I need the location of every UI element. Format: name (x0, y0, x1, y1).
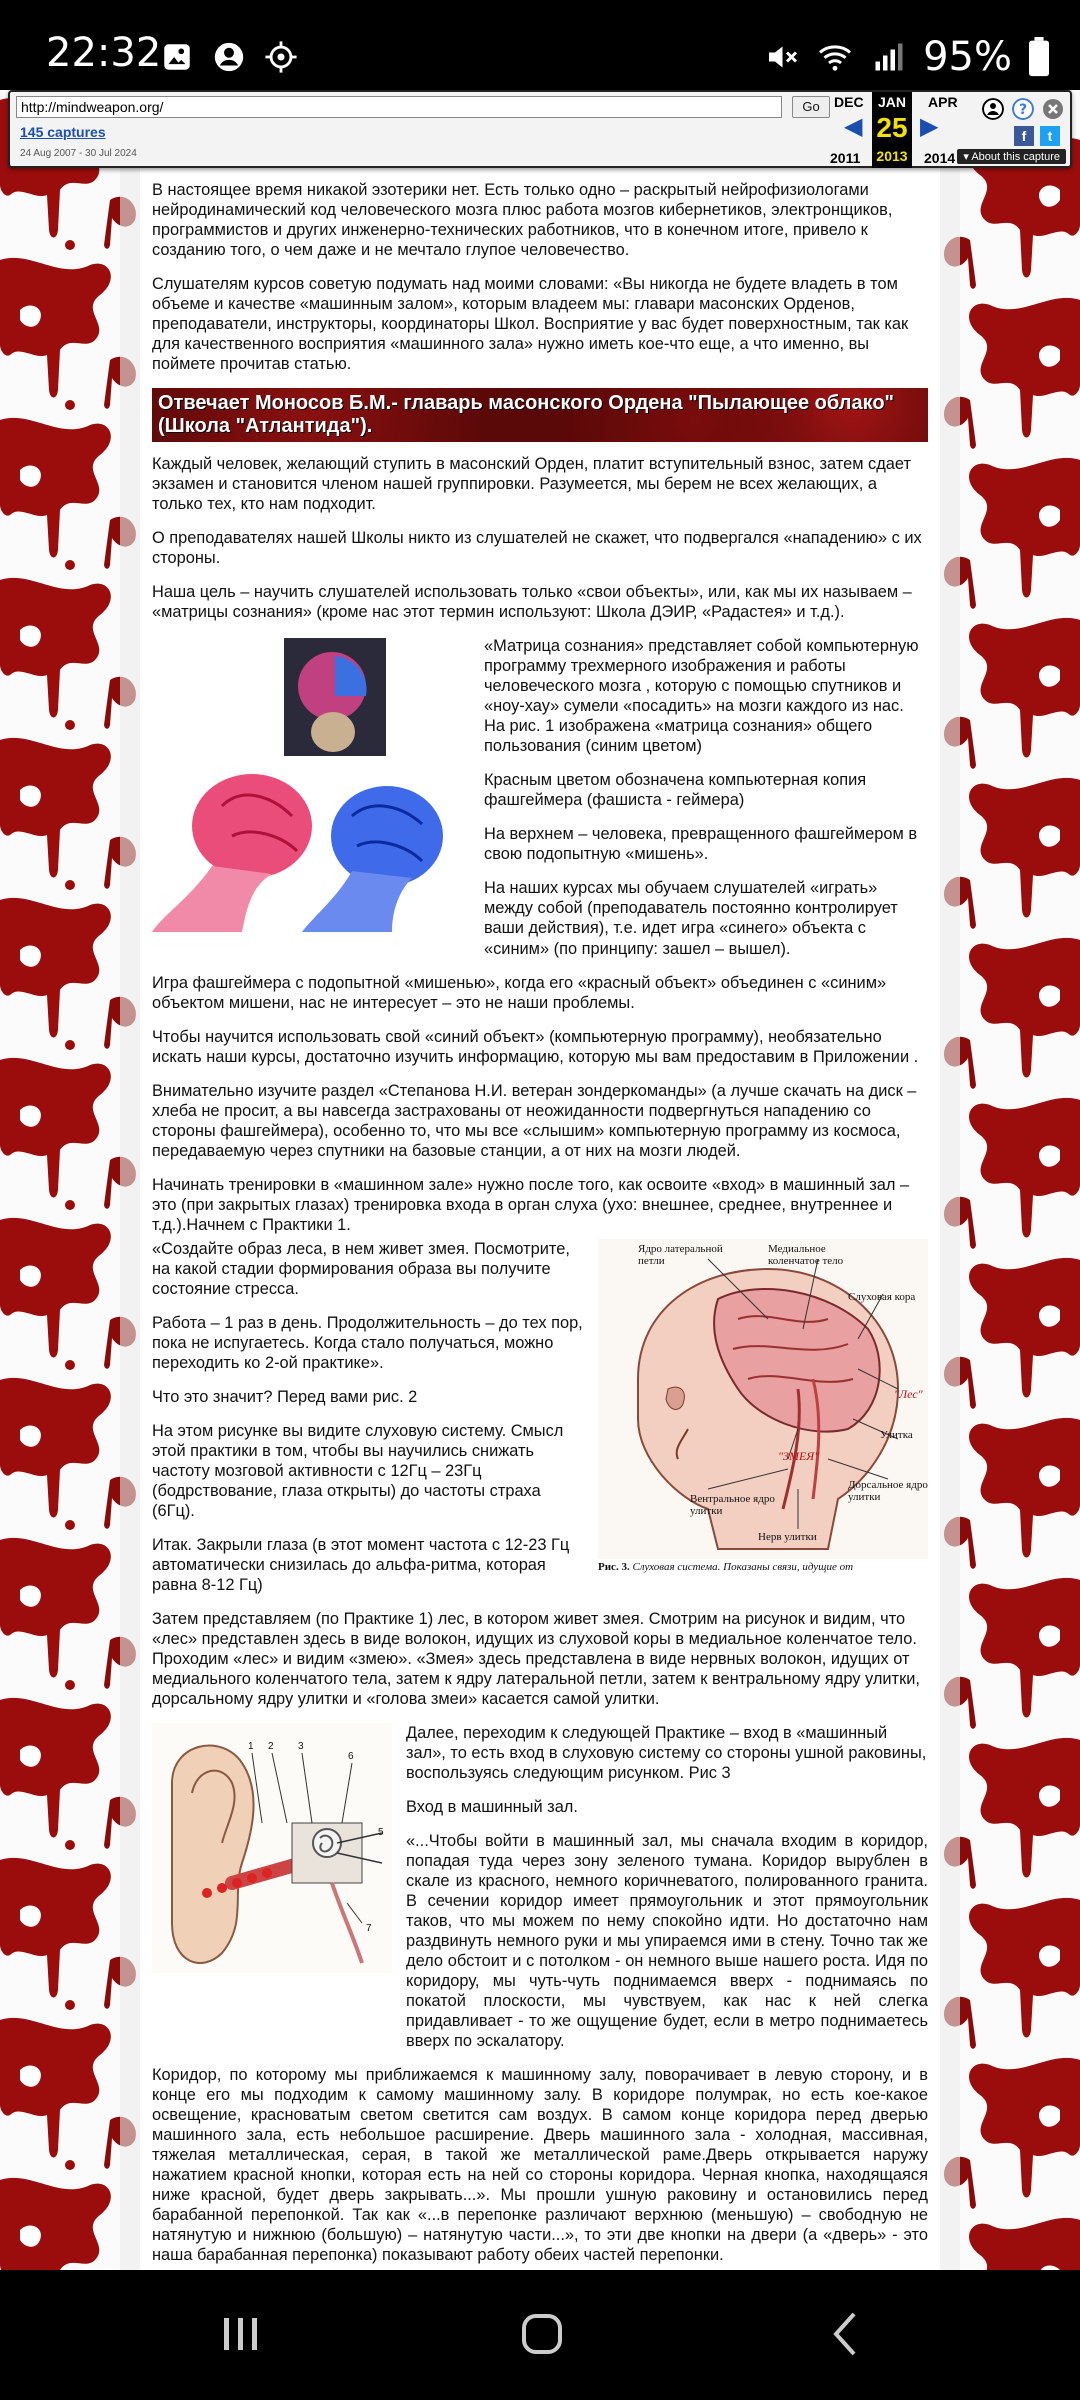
label-forest: "Лес" (894, 1386, 923, 1401)
back-icon[interactable] (816, 2304, 876, 2364)
prev-month-link[interactable]: DEC (834, 94, 864, 110)
system-nav-bar (0, 2270, 1080, 2400)
paragraph: «Матрица сознания» представляет собой компьютерную программу трехмерного изображения и работы человеческого мозга , которую с помощью спутников и «ноу-хау» сумели «посадить» на мозги каждого из нас. На рис. 1 изображена «матрица сознания» общего пользования (синим цветом) (484, 637, 919, 756)
ear-anatomy-figure (152, 1723, 392, 1983)
close-icon[interactable] (1042, 98, 1064, 120)
paragraph: Вход в машинный зал. (406, 1798, 578, 1817)
ear-label-3: 3 (298, 1741, 304, 1752)
matrix-section (152, 636, 928, 972)
capture-range: 24 Aug 2007 - 30 Jul 2024 (20, 148, 137, 159)
home-icon[interactable] (512, 2304, 572, 2364)
paragraph: Итак. Закрыли глаза (в этот момент частота с 12-23 Гц автоматически снизилась до альфа-ритма, которая равна 8-12 Гц) (152, 1535, 570, 1594)
label-auditory-cortex: Слуховая кора (848, 1290, 916, 1303)
paragraph: На верхнем – человека, превращенного фашгеймером в свою подопытную «мишень». (484, 825, 918, 864)
ear-anatomy-drawing (152, 1723, 392, 1973)
paragraph: Слушателям курсов советую подумать над моими словами: «Вы никогда не будете владеть в том объеме и качестве «машинным залом», которым владеем мы: главари масонских Орденов, преподаватели, инструкторы, координаторы Школ. Восприятие у вас будет поверхностным, так как для качественного восприятия «машинного зала» нужно иметь кое-что еще, а что именно, вы поймете прочитав статью. (152, 275, 909, 374)
paragraph: Игра фашгеймера с подопытной «мишенью», когда его «красный объект» объединен с «синим» объектом мишени, нас не интересует – это не наши проблемы. (152, 973, 887, 1012)
svg-text:?: ? (1018, 102, 1028, 118)
ear-label-2: 2 (268, 1741, 274, 1752)
ear-label-6: 6 (348, 1751, 354, 1762)
paragraph: Работа – 1 раз в день. Продолжительность – до тех пор, пока не испугаетесь. Когда стало получаться, можно переходить ко 2-ой практике». (152, 1313, 583, 1372)
paragraph: Далее, переходим к следующей Практике – вход в «машинный зал», то есть вход в слуховую систему со стороны ушной раковины, воспользуясь следующим рисунком. Рис 3 (406, 1724, 927, 1783)
article (140, 90, 940, 2270)
wayback-go-button[interactable]: Go (792, 96, 830, 118)
wifi-icon (815, 39, 855, 75)
paragraph: Начинать тренировки в «машинном зале» нужно после того, как освоите «вход» в машинный зал – это (при закрытых глазах) тренировка входа в орган слуха (ухо: внешнее, среднее, внутреннее и т.д.).Начнем с Практики 1. (152, 1175, 910, 1234)
web-page[interactable] (0, 90, 1080, 2270)
practice-section (152, 1239, 928, 1609)
blood-border-left (0, 90, 140, 2270)
prev-capture-arrow-icon[interactable]: ◀ (844, 113, 863, 140)
battery-icon (1028, 37, 1050, 77)
label-dorsal-nucleus: Дорсальное ядро улитки (848, 1478, 928, 1503)
paragraph: На наших курсах мы обучаем слушателей «играть» между собой (преподаватель постоянно контролирует ваши действия), т.е. идет игра «синего» объекта с «синим» (по принципу: зашел – вышел). (484, 879, 898, 958)
paragraph: Коридор, по которому мы приближаемся к машинному залу, поворачивает в левую сторону, и в конце его мы подходим к самому машинному залу. В коридоре полумрак, но есть кое-какое освещение, красноватым светом светится сам воздух. В самом конце коридора перед дверью машинного зала, есть небольшое расширение. Дверь машинного зала - холодная, массивная, тяжелая металлическая, серая, в такой же металлической раме.Дверь открывается наружу нажатием красной кнопки, которая есть на ней со стороны коридора. Черная кнопка, находящаяся ниже красной, будет дверь закрывать...». Мы прошли ушную раковину и остановились перед барабанной перепонкой. Так как «...в перепонке различают верхнюю (меньшую) – свободную не натянутую и нижнюю (большую) – натянутую части...», то эти две кнопки на двери (а «дверь» - это наша барабанная перепонка) показывают работу обеих частей перепонки. (152, 2066, 928, 2265)
paragraph: Красным цветом обозначена компьютерная копия фашгеймера (фашиста - геймера) (484, 771, 867, 810)
auditory-system-figure (598, 1239, 928, 1579)
location-target-icon (264, 40, 298, 74)
paragraph: Внимательно изучите раздел «Степанова Н.И. ветеран зондеркоманды» (а лучше скачать на диск – хлеба не просит, а вы навсегда застрахованы от неожиданности подвергнуться нападению со стороны фашгеймера), особенно то, что мы все «слышим» компьютерную программу из космоса, передаваемую через спутники на базовые станции, а от них на мозги людей. (152, 1081, 917, 1160)
next-month-link[interactable]: APR (928, 94, 958, 110)
paragraph: О преподавателях нашей Школы никто из слушателей не скажет, что подвергался «нападению» с их стороны. (152, 529, 922, 568)
status-time: 22:32 (46, 30, 162, 76)
next-year-link[interactable]: 2014 (924, 150, 956, 166)
blood-border-right (940, 90, 1080, 2270)
account-icon (212, 40, 246, 74)
paragraph: В настоящее время никакой эзотерики нет. Есть только одно – раскрытый нейрофизиологами нейродинамический код человеческого мозга плюс работа мозгов кибернетиков, электронщиков, программистов и других инженерно-технических работников, что в конечном итоге, привело к созданию того, о чем даже и не мечтало глупое человечество. (152, 181, 893, 260)
recent-apps-icon[interactable] (210, 2304, 270, 2364)
paragraph: Что это значит? Перед вами рис. 2 (152, 1387, 418, 1406)
status-bar (0, 0, 1080, 90)
wayback-toolbar (8, 90, 1072, 168)
facebook-icon[interactable]: f (1014, 126, 1034, 146)
current-capture: JAN 25 2013 (872, 92, 912, 168)
ear-label-7: 7 (366, 1923, 372, 1934)
label-lateral-lemniscus: Ядро латеральной петли (638, 1242, 723, 1267)
label-ventral-nucleus: Вентральное ядро улитки (690, 1492, 775, 1517)
about-capture-button[interactable]: ▾ About this capture (957, 149, 1066, 164)
entry-section (152, 1723, 928, 2065)
paragraph: Затем представляем (по Практике 1) лес, в котором живет змея. Смотрим на рисунок и видим, что «лес» представлен здесь в виде волокон, идущих из слуховой коры в медиальное коленчатое тело. Проходим «лес» и видим «змею». «Змея» здесь представлена в виде нервных волокон, идущих от медиального коленчатого тела, затем к ядру латеральной петли, затем к вентральному ядру улитки, дорсальному ядру улитки и «голова змеи» касается самой улитки. (152, 1609, 920, 1708)
mute-icon (763, 39, 799, 75)
ear-label-1: 1 (248, 1741, 254, 1752)
gallery-icon (160, 40, 194, 74)
label-medial-geniculate: Медиальное коленчатое тело (768, 1242, 844, 1267)
figure-caption: Рис. 3. Слуховая система. Показаны связи, идущие от (598, 1560, 854, 1573)
prev-year-link[interactable]: 2011 (830, 150, 861, 166)
label-cochlear-nerve: Нерв улитки (758, 1530, 817, 1543)
label-snake: "ЗМЕЯ" (778, 1448, 820, 1463)
next-capture-arrow-icon[interactable]: ▶ (920, 113, 939, 140)
matrix-consciousness-figure (152, 636, 470, 936)
paragraph: Наша цель – научить слушателей использовать только «свои объекты», или, как мы их называем – «матрицы сознания» (кроме нас этот термин используют: Школа ДЭИР, «Радастея» и т.д.). (152, 583, 912, 622)
paragraph: «...Чтобы войти в машинный зал, мы сначала входим в коридор, попадая туда через зону зеленого тумана. Коридор вырублен в скале из красного, немного коричневатого, полированного гранита. В сечении коридор имеет прямоугольник и этот прямоугольник таков, что мы можем по нему спокойно идти. Но достаточно нам раздвинуть немного руки и мы упираемся ими в стену. Точно так же дело обстоит и с потолком - он немного выше нашего роста. Идя по коридору, мы чуть-чуть поднимаемся вверх - поднимаясь по покатой плоскости, мы чувствуем, как нас к ней слегка придавливает - то же ощущение будет, если в метро поднимаетесь вверх по эскалатору. (406, 1832, 928, 2051)
paragraph: Каждый человек, желающий ступить в масонский Орден, платит вступительный взнос, затем сдает экзамен и становится членом нашей группировки. Разумеется, мы берем не всех желающих, а только тех, кто нам подходит. (152, 455, 911, 514)
captures-link[interactable]: 145 captures (20, 124, 106, 140)
account-icon[interactable] (982, 98, 1004, 120)
help-icon[interactable] (1012, 98, 1034, 120)
label-cochlea: Улитка (880, 1428, 913, 1441)
battery-percent: 95% (923, 34, 1012, 80)
signal-icon (871, 39, 907, 75)
twitter-icon[interactable]: t (1040, 126, 1060, 146)
wayback-url-input[interactable] (16, 96, 782, 118)
paragraph: На этом рисунке вы видите слуховую систему. Смысл этой практики в том, чтобы вы научились снижать частоту мозговой активности с 12Гц – 23Гц (бодрствование, глаза открыты) до частоты страха (6Гц). (152, 1421, 564, 1520)
paragraph: «Создайте образ леса, в нем живет змея. Посмотрите, на какой стадии формирования образа вы получите состояние стресса. (152, 1239, 570, 1298)
ear-label-5: 5 (378, 1827, 384, 1838)
paragraph: Чтобы научится использовать свой «синий объект» (компьютерную программу), необязательно искать наши курсы, достаточно изучить информацию, которую мы вам предоставим в Приложении . (152, 1027, 919, 1066)
section-heading: Отвечает Моносов Б.М.- главарь масонского Ордена "Пылающее облако" (Школа "Атлантида"). (152, 388, 928, 442)
